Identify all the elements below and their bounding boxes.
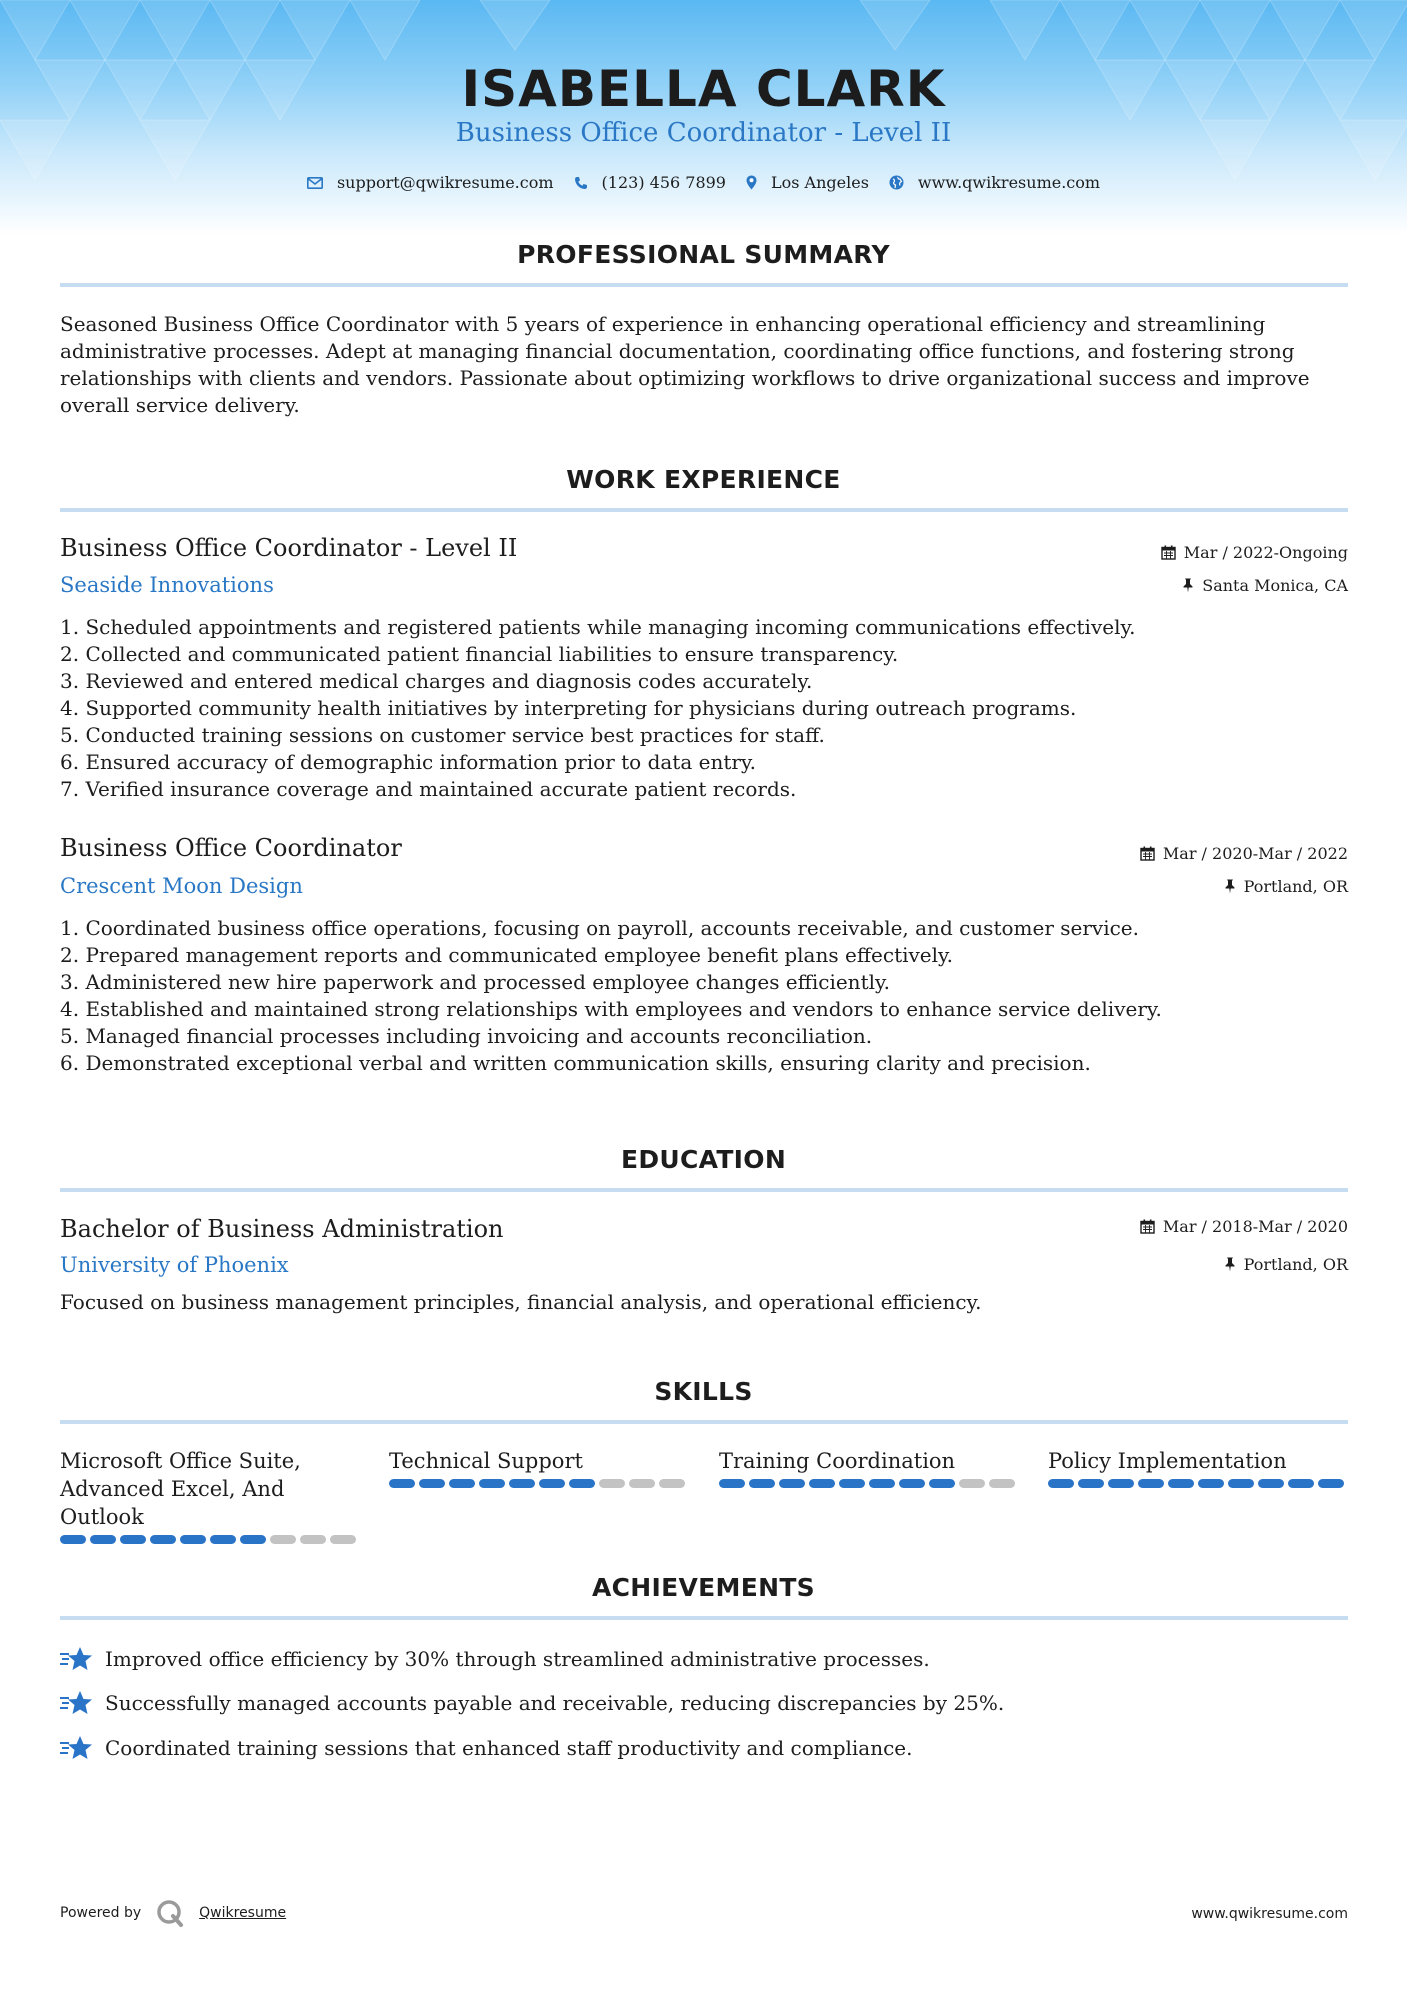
- achievement-item: [60, 1645, 930, 1673]
- skill-level-segment: [300, 1535, 326, 1544]
- list-item: 3. Administered new hire paperwork and processed employee changes efficiently.: [60, 970, 890, 994]
- achievement-item: [60, 1689, 1004, 1717]
- skill-level-segment: [60, 1535, 86, 1544]
- pushpin-icon: [1224, 879, 1236, 894]
- list-item: 3. Reviewed and entered medical charges and diagnosis codes accurately.: [60, 669, 813, 693]
- education-dates-text: Mar / 2018-Mar / 2020: [1162, 1217, 1348, 1236]
- contact-location: [746, 173, 869, 192]
- section-title-education: EDUCATION: [620, 1145, 787, 1174]
- skill-level-segment: [1288, 1479, 1314, 1488]
- skill-level-bar: [389, 1479, 689, 1488]
- skill-level-segment: [479, 1479, 505, 1488]
- job-dates: [1161, 543, 1348, 562]
- skill-level-segment: [449, 1479, 475, 1488]
- skill-level-segment: [1228, 1479, 1254, 1488]
- skill-level-segment: [1258, 1479, 1284, 1488]
- skill-item: [60, 1447, 360, 1544]
- list-item: 2. Collected and communicated patient financial liabilities to ensure transparency.: [60, 642, 899, 666]
- section-title-experience: WORK EXPERIENCE: [566, 465, 841, 494]
- skill-name: Microsoft Office Suite, Advanced Excel, And Outlook: [60, 1449, 301, 1529]
- location-text: Los Angeles: [770, 173, 869, 192]
- list-item: 4. Established and maintained strong relationships with employees and vendors to enhance service delivery.: [60, 997, 1162, 1021]
- section-divider: [60, 1616, 1348, 1620]
- education-location: [1224, 1255, 1348, 1274]
- phone-icon: [574, 176, 588, 190]
- globe-icon: [889, 175, 904, 190]
- job-title: Business Office Coordinator: [60, 834, 402, 862]
- skill-level-segment: [809, 1479, 835, 1488]
- skill-name: Technical Support: [389, 1449, 583, 1473]
- calendar-icon: [1161, 545, 1176, 560]
- skill-level-bar: [60, 1535, 360, 1544]
- job-location: [1182, 576, 1348, 595]
- skill-level-segment: [749, 1479, 775, 1488]
- skill-level-segment: [509, 1479, 535, 1488]
- contact-phone[interactable]: [574, 173, 726, 192]
- achievement-text: Successfully managed accounts payable and receivable, reducing discrepancies by 25%.: [105, 1691, 1005, 1715]
- summary-line: Seasoned Business Office Coordinator with 5 years of experience in enhancing operational efficiency and streamlining: [60, 312, 1266, 336]
- skill-level-segment: [419, 1479, 445, 1488]
- skill-level-segment: [180, 1535, 206, 1544]
- job-location-text: Santa Monica, CA: [1202, 576, 1348, 595]
- candidate-name: ISABELLA CLARK: [461, 60, 946, 118]
- achievement-item: [60, 1734, 913, 1762]
- section-divider: [60, 1188, 1348, 1192]
- calendar-icon: [1140, 1219, 1155, 1234]
- skill-level-segment: [839, 1479, 865, 1488]
- section-title-skills: SKILLS: [654, 1377, 753, 1406]
- section-title-summary: PROFESSIONAL SUMMARY: [517, 240, 890, 269]
- powered-by-label: Powered by: [60, 1905, 142, 1921]
- summary-line: administrative processes. Adept at managing financial documentation, coordinating office functions, and fostering strong: [60, 339, 1295, 363]
- skill-level-segment: [240, 1535, 266, 1544]
- education-location-text: Portland, OR: [1243, 1255, 1348, 1274]
- skill-level-segment: [210, 1535, 236, 1544]
- skill-level-segment: [779, 1479, 805, 1488]
- phone-text: (123) 456 7899: [601, 173, 726, 192]
- skill-level-segment: [1078, 1479, 1104, 1488]
- list-item: 1. Coordinated business office operations, focusing on payroll, accounts receivable, and customer service.: [60, 916, 1139, 940]
- skill-level-segment: [959, 1479, 985, 1488]
- contact-bar: [0, 173, 1407, 192]
- job-location: [1224, 877, 1348, 896]
- list-item: 4. Supported community health initiatives by interpreting for physicians during outreach programs.: [60, 696, 1077, 720]
- skill-level-segment: [569, 1479, 595, 1488]
- skill-level-segment: [330, 1535, 356, 1544]
- qwikresume-logo-icon: [155, 1898, 185, 1928]
- qwikresume-link[interactable]: Qwikresume: [199, 1905, 287, 1921]
- skill-item: [389, 1447, 689, 1488]
- education-dates: [1140, 1217, 1348, 1236]
- skill-level-bar: [1048, 1479, 1348, 1488]
- skill-level-segment: [1138, 1479, 1164, 1488]
- star-icon: [60, 1645, 93, 1673]
- summary-line: relationships with clients and vendors. Passionate about optimizing workflows to drive organizational success and improve: [60, 366, 1310, 390]
- achievement-text: Coordinated training sessions that enhanced staff productivity and compliance.: [105, 1736, 913, 1760]
- list-item: 5. Conducted training sessions on customer service best practices for staff.: [60, 723, 825, 747]
- list-item: 6. Demonstrated exceptional verbal and written communication skills, ensuring clarity and precision.: [60, 1051, 1091, 1075]
- achievement-text: Improved office efficiency by 30% through streamlined administrative processes.: [105, 1647, 930, 1671]
- website-text: www.qwikresume.com: [917, 173, 1101, 192]
- skill-level-segment: [989, 1479, 1015, 1488]
- job-bullets: [60, 614, 1348, 803]
- skill-level-segment: [929, 1479, 955, 1488]
- list-item: 5. Managed financial processes including invoicing and accounts reconciliation.: [60, 1024, 873, 1048]
- education-description: Focused on business management principles, financial analysis, and operational efficiency.: [60, 1290, 982, 1314]
- skill-level-bar: [719, 1479, 1019, 1488]
- star-icon: [60, 1689, 93, 1717]
- summary-line: overall service delivery.: [60, 393, 300, 417]
- company-name[interactable]: Crescent Moon Design: [60, 874, 303, 898]
- email-text: support@qwikresume.com: [336, 173, 554, 192]
- summary-paragraph: [60, 311, 1348, 419]
- skill-level-segment: [1318, 1479, 1344, 1488]
- skill-level-segment: [659, 1479, 685, 1488]
- star-icon: [60, 1734, 93, 1762]
- degree-title: Bachelor of Business Administration: [60, 1215, 504, 1243]
- section-divider: [60, 508, 1348, 512]
- pushpin-icon: [1224, 1257, 1236, 1272]
- skill-item: [1048, 1447, 1348, 1488]
- envelope-icon: [307, 177, 323, 189]
- section-title-achievements: ACHIEVEMENTS: [592, 1573, 815, 1602]
- skill-level-segment: [270, 1535, 296, 1544]
- footer-powered-by: [60, 1898, 286, 1928]
- skill-level-segment: [629, 1479, 655, 1488]
- company-name[interactable]: Seaside Innovations: [60, 573, 274, 597]
- list-item: 1. Scheduled appointments and registered patients while managing incoming communications effectively.: [60, 615, 1136, 639]
- section-divider: [60, 283, 1348, 287]
- job-dates-text: Mar / 2020-Mar / 2022: [1162, 844, 1348, 863]
- pushpin-icon: [1182, 578, 1194, 593]
- candidate-title: Business Office Coordinator - Level II: [455, 118, 952, 148]
- skill-level-segment: [899, 1479, 925, 1488]
- skill-level-segment: [1198, 1479, 1224, 1488]
- job-dates: [1140, 844, 1348, 863]
- skill-level-segment: [389, 1479, 415, 1488]
- skill-level-segment: [90, 1535, 116, 1544]
- calendar-icon: [1140, 846, 1155, 861]
- skill-name: Policy Implementation: [1048, 1449, 1287, 1473]
- list-item: 2. Prepared management reports and communicated employee benefit plans effectively.: [60, 943, 954, 967]
- job-title: Business Office Coordinator - Level II: [60, 534, 518, 562]
- list-item: 7. Verified insurance coverage and maintained accurate patient records.: [60, 777, 797, 801]
- school-name[interactable]: University of Phoenix: [60, 1253, 289, 1277]
- skill-level-segment: [1168, 1479, 1194, 1488]
- map-pin-icon: [746, 175, 757, 190]
- skill-level-segment: [150, 1535, 176, 1544]
- contact-email[interactable]: [307, 173, 554, 192]
- skill-level-segment: [599, 1479, 625, 1488]
- contact-website[interactable]: [889, 173, 1100, 192]
- footer-website[interactable]: www.qwikresume.com: [1191, 1906, 1348, 1922]
- skill-item: [719, 1447, 1019, 1488]
- skill-level-segment: [120, 1535, 146, 1544]
- skill-level-segment: [719, 1479, 745, 1488]
- skill-level-segment: [1108, 1479, 1134, 1488]
- job-bullets: [60, 915, 1348, 1077]
- job-dates-text: Mar / 2022-Ongoing: [1183, 543, 1348, 562]
- job-location-text: Portland, OR: [1243, 877, 1348, 896]
- skill-level-segment: [539, 1479, 565, 1488]
- skill-level-segment: [1048, 1479, 1074, 1488]
- skill-name: Training Coordination: [719, 1449, 956, 1473]
- list-item: 6. Ensured accuracy of demographic information prior to data entry.: [60, 750, 756, 774]
- section-divider: [60, 1420, 1348, 1424]
- skill-level-segment: [869, 1479, 895, 1488]
